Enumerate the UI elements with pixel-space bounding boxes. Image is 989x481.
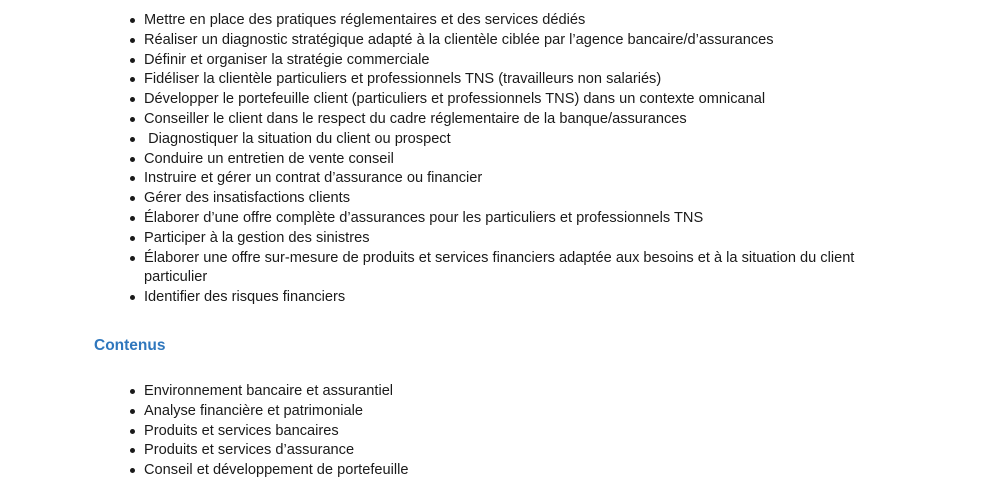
list-item: Mettre en place des pratiques réglementaires et des services dédiés <box>130 11 889 31</box>
list-item: Produits et services d’assurance <box>130 441 889 461</box>
list-item: Élaborer d’une offre complète d’assurances pour les particuliers et professionnels TNS <box>130 209 889 229</box>
list-item: Participer à la gestion des sinistres <box>130 229 889 249</box>
list-item: Développer le portefeuille client (particuliers et professionnels TNS) dans un contexte omnicanal <box>130 90 889 110</box>
list-item: Gérer des insatisfactions clients <box>130 189 889 209</box>
list-item: Identifier des risques financiers <box>130 288 889 308</box>
list-item: Analyse financière et patrimoniale <box>130 402 889 422</box>
list-item: Produits et services bancaires <box>130 422 889 442</box>
list-item: Conseil et développement de portefeuille <box>130 461 889 481</box>
contenus-list <box>130 382 889 481</box>
list-item: Définir et organiser la stratégie commerciale <box>130 51 889 71</box>
list-item: Diagnostiquer la situation du client ou prospect <box>130 130 889 150</box>
list-item: Conduire un entretien de vente conseil <box>130 150 889 170</box>
list-item: Élaborer une offre sur-mesure de produits et services financiers adaptée aux besoins et à la situation du client particulier <box>130 249 889 289</box>
list-item: Environnement bancaire et assurantiel <box>130 382 889 402</box>
list-item: Conseiller le client dans le respect du cadre réglementaire de la banque/assurances <box>130 110 889 130</box>
objectifs-list <box>130 11 889 308</box>
list-item: Fidéliser la clientèle particuliers et professionnels TNS (travailleurs non salariés) <box>130 70 889 90</box>
section-heading-contenus: Contenus <box>94 337 166 354</box>
list-item: Réaliser un diagnostic stratégique adapté à la clientèle ciblée par l’agence bancaire/d’assurances <box>130 31 889 51</box>
list-item: Instruire et gérer un contrat d’assurance ou financier <box>130 169 889 189</box>
